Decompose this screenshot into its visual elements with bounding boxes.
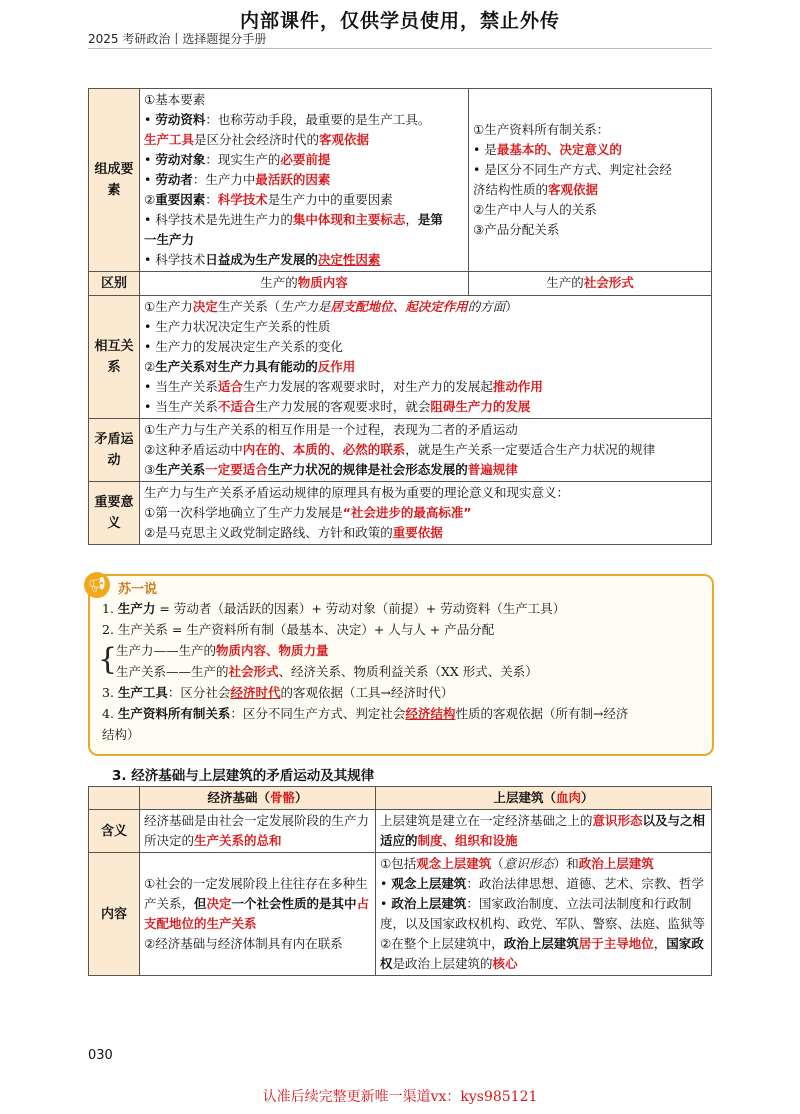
row-label-interaction: 相互关系 bbox=[89, 296, 140, 419]
meaning-right-cell: 上层建筑是建立在一定经济基础之上的意识形态以及与之相适应的制度、组织和设施 bbox=[376, 810, 712, 853]
table-row-contradiction bbox=[89, 419, 712, 482]
tip-brace-group bbox=[98, 640, 706, 682]
content-right-cell bbox=[376, 853, 712, 976]
tip-line: 3. 生产工具：区分社会经济时代的客观依据（工具→经济时代） bbox=[102, 685, 454, 700]
content-right-line: • 观念上层建筑：政治法律思想、道德、艺术、宗教、哲学 bbox=[380, 876, 704, 891]
tip-line: 生产关系——生产的社会形式、经济关系、物质利益关系（XX 形式、关系） bbox=[116, 664, 538, 679]
row-label-significance: 重要意义 bbox=[89, 482, 140, 545]
table-row-significance bbox=[89, 482, 712, 545]
table-row-meaning bbox=[89, 810, 712, 853]
header-subtitle: 2025 考研政治丨选择题提分手册 bbox=[88, 32, 267, 46]
table-row-difference bbox=[89, 272, 712, 296]
composition-right-cell bbox=[469, 89, 712, 272]
content-right-line: • 政治上层建筑：国家政治制度、立法司法制度和行政制度，以及国家政权机构、政党、军队、警察、法庭、监狱等 bbox=[380, 896, 706, 931]
composition-right-line: ②生产中人与人的关系 bbox=[473, 202, 597, 217]
difference-right-cell: 生产的社会形式 bbox=[469, 272, 712, 296]
table-row-content bbox=[89, 853, 712, 976]
head-economic-base: 经济基础（骨骼） bbox=[140, 787, 376, 810]
header-banner: 内部课件，仅供学员使用，禁止外传 bbox=[239, 10, 560, 32]
composition-right-line: • 是区分不同生产方式、判定社会经 bbox=[473, 162, 672, 177]
contradiction-cell bbox=[140, 419, 712, 482]
tip-line: 生产力——生产的物质内容、物质力量 bbox=[116, 643, 329, 658]
interaction-line: • 生产力状况决定生产关系的性质 bbox=[144, 319, 331, 334]
composition-left-line: • 劳动对象：现实生产的必要前提 bbox=[144, 152, 331, 167]
significance-line: ①第一次科学地确立了生产力发展是“社会进步的最高标准” bbox=[144, 505, 472, 520]
interaction-line: • 当生产关系不适合生产力发展的客观要求时，就会阻碍生产力的发展 bbox=[144, 399, 531, 414]
contradiction-line: ①生产力与生产关系的相互作用是一个过程，表现为二者的矛盾运动 bbox=[144, 422, 518, 437]
tip-line: 4. 生产资料所有制关系：区分不同生产方式、判定社会经济结构性质的客观依据（所有制→经济 bbox=[102, 706, 629, 721]
interaction-line: • 生产力的发展决定生产关系的变化 bbox=[144, 339, 343, 354]
table-row-header bbox=[89, 787, 712, 810]
contradiction-line: ③生产关系一定要适合生产力状况的规律是社会形态发展的普遍规律 bbox=[144, 462, 518, 477]
tip-box-body bbox=[98, 598, 706, 745]
megaphone-icon: 📢︎ bbox=[84, 572, 110, 598]
row-label-content: 内容 bbox=[89, 853, 140, 976]
tip-box-title: 苏一说 bbox=[118, 582, 158, 597]
composition-left-line: • 科学技术是先进生产力的集中体现和主要标志，是第 bbox=[144, 212, 443, 227]
corner-cell bbox=[89, 787, 140, 810]
meaning-left-cell: 经济基础是由社会一定发展阶段的生产力所决定的生产关系的总和 bbox=[140, 810, 376, 853]
significance-line: 生产力与生产关系矛盾运动规律的原理具有极为重要的理论意义和现实意义： bbox=[144, 485, 570, 500]
tip-line: 1. 生产力 = 劳动者（最活跃的因素）+ 劳动对象（前提）+ 劳动资料（生产工具） bbox=[102, 601, 566, 616]
content-right-line: ①包括观念上层建筑（意识形态）和政治上层建筑 bbox=[380, 856, 654, 871]
page-number: 030 bbox=[88, 1048, 113, 1063]
content-left-cell bbox=[140, 853, 376, 976]
row-label-contradiction: 矛盾运动 bbox=[89, 419, 140, 482]
interaction-line: ②生产关系对生产力具有能动的反作用 bbox=[144, 359, 356, 374]
productive-forces-table bbox=[88, 88, 712, 545]
header-divider bbox=[88, 48, 712, 49]
tip-line: 结构） bbox=[102, 727, 140, 742]
composition-left-line: ①基本要素 bbox=[144, 92, 206, 107]
contradiction-line: ②这种矛盾运动中内在的、本质的、必然的联系，就是生产关系一定要适合生产力状况的规律 bbox=[144, 442, 656, 457]
row-label-composition: 组成要素 bbox=[89, 89, 140, 272]
composition-right-line: • 是最基本的、决定意义的 bbox=[473, 142, 622, 157]
head-superstructure: 上层建筑（血肉） bbox=[376, 787, 712, 810]
composition-left-line: • 劳动资料：也称劳动手段，最重要的是生产工具。 bbox=[144, 112, 431, 127]
composition-left-line: • 科学技术日益成为生产发展的决定性因素 bbox=[144, 252, 381, 267]
section-heading: 3. 经济基础与上层建筑的矛盾运动及其规律 bbox=[112, 768, 375, 784]
composition-left-cell bbox=[140, 89, 469, 272]
row-label-difference: 区别 bbox=[89, 272, 140, 296]
content-right-line: ②在整个上层建筑中，政治上层建筑居于主导地位，国家政权是政治上层建筑的核心 bbox=[380, 936, 704, 971]
tip-line: 2. 生产关系 = 生产资料所有制（最基本、决定）+ 人与人 + 产品分配 bbox=[102, 622, 495, 637]
interaction-cell bbox=[140, 296, 712, 419]
interaction-line: ①生产力决定生产关系（生产力是居支配地位、起决定作用的方面） bbox=[144, 299, 518, 314]
table-row-composition bbox=[89, 89, 712, 272]
significance-cell bbox=[140, 482, 712, 545]
table-row-interaction bbox=[89, 296, 712, 419]
brace-icon: { bbox=[98, 642, 118, 677]
composition-left-line: 生产工具是区分社会经济时代的客观依据 bbox=[144, 132, 370, 147]
economic-base-table bbox=[88, 786, 712, 976]
content-left-line: ①社会的一定发展阶段上往往存在多种生产关系，但决定一个社会性质的是其中占支配地位的生产关系 bbox=[144, 876, 370, 931]
composition-right-line: ①生产资料所有制关系： bbox=[473, 122, 610, 137]
significance-line: ②是马克思主义政党制定路线、方针和政策的重要依据 bbox=[144, 525, 443, 540]
row-label-meaning: 含义 bbox=[89, 810, 140, 853]
composition-left-line: • 劳动者：生产力中最活跃的因素 bbox=[144, 172, 331, 187]
footer-notice: 认准后续完整更新唯一渠道vx：kys985121 bbox=[262, 1089, 538, 1105]
composition-left-line: 一生产力 bbox=[144, 232, 195, 247]
interaction-line: • 当生产关系适合生产力发展的客观要求时，对生产力的发展起推动作用 bbox=[144, 379, 543, 394]
composition-right-line: 济结构性质的客观依据 bbox=[473, 182, 599, 197]
composition-right-line: ③产品分配关系 bbox=[473, 222, 560, 237]
composition-left-line: ②重要因素：科学技术是生产力中的重要因素 bbox=[144, 192, 393, 207]
content-left-line: ②经济基础与经济体制具有内在联系 bbox=[144, 936, 343, 951]
tip-box bbox=[88, 574, 714, 756]
difference-left-cell: 生产的物质内容 bbox=[140, 272, 469, 296]
